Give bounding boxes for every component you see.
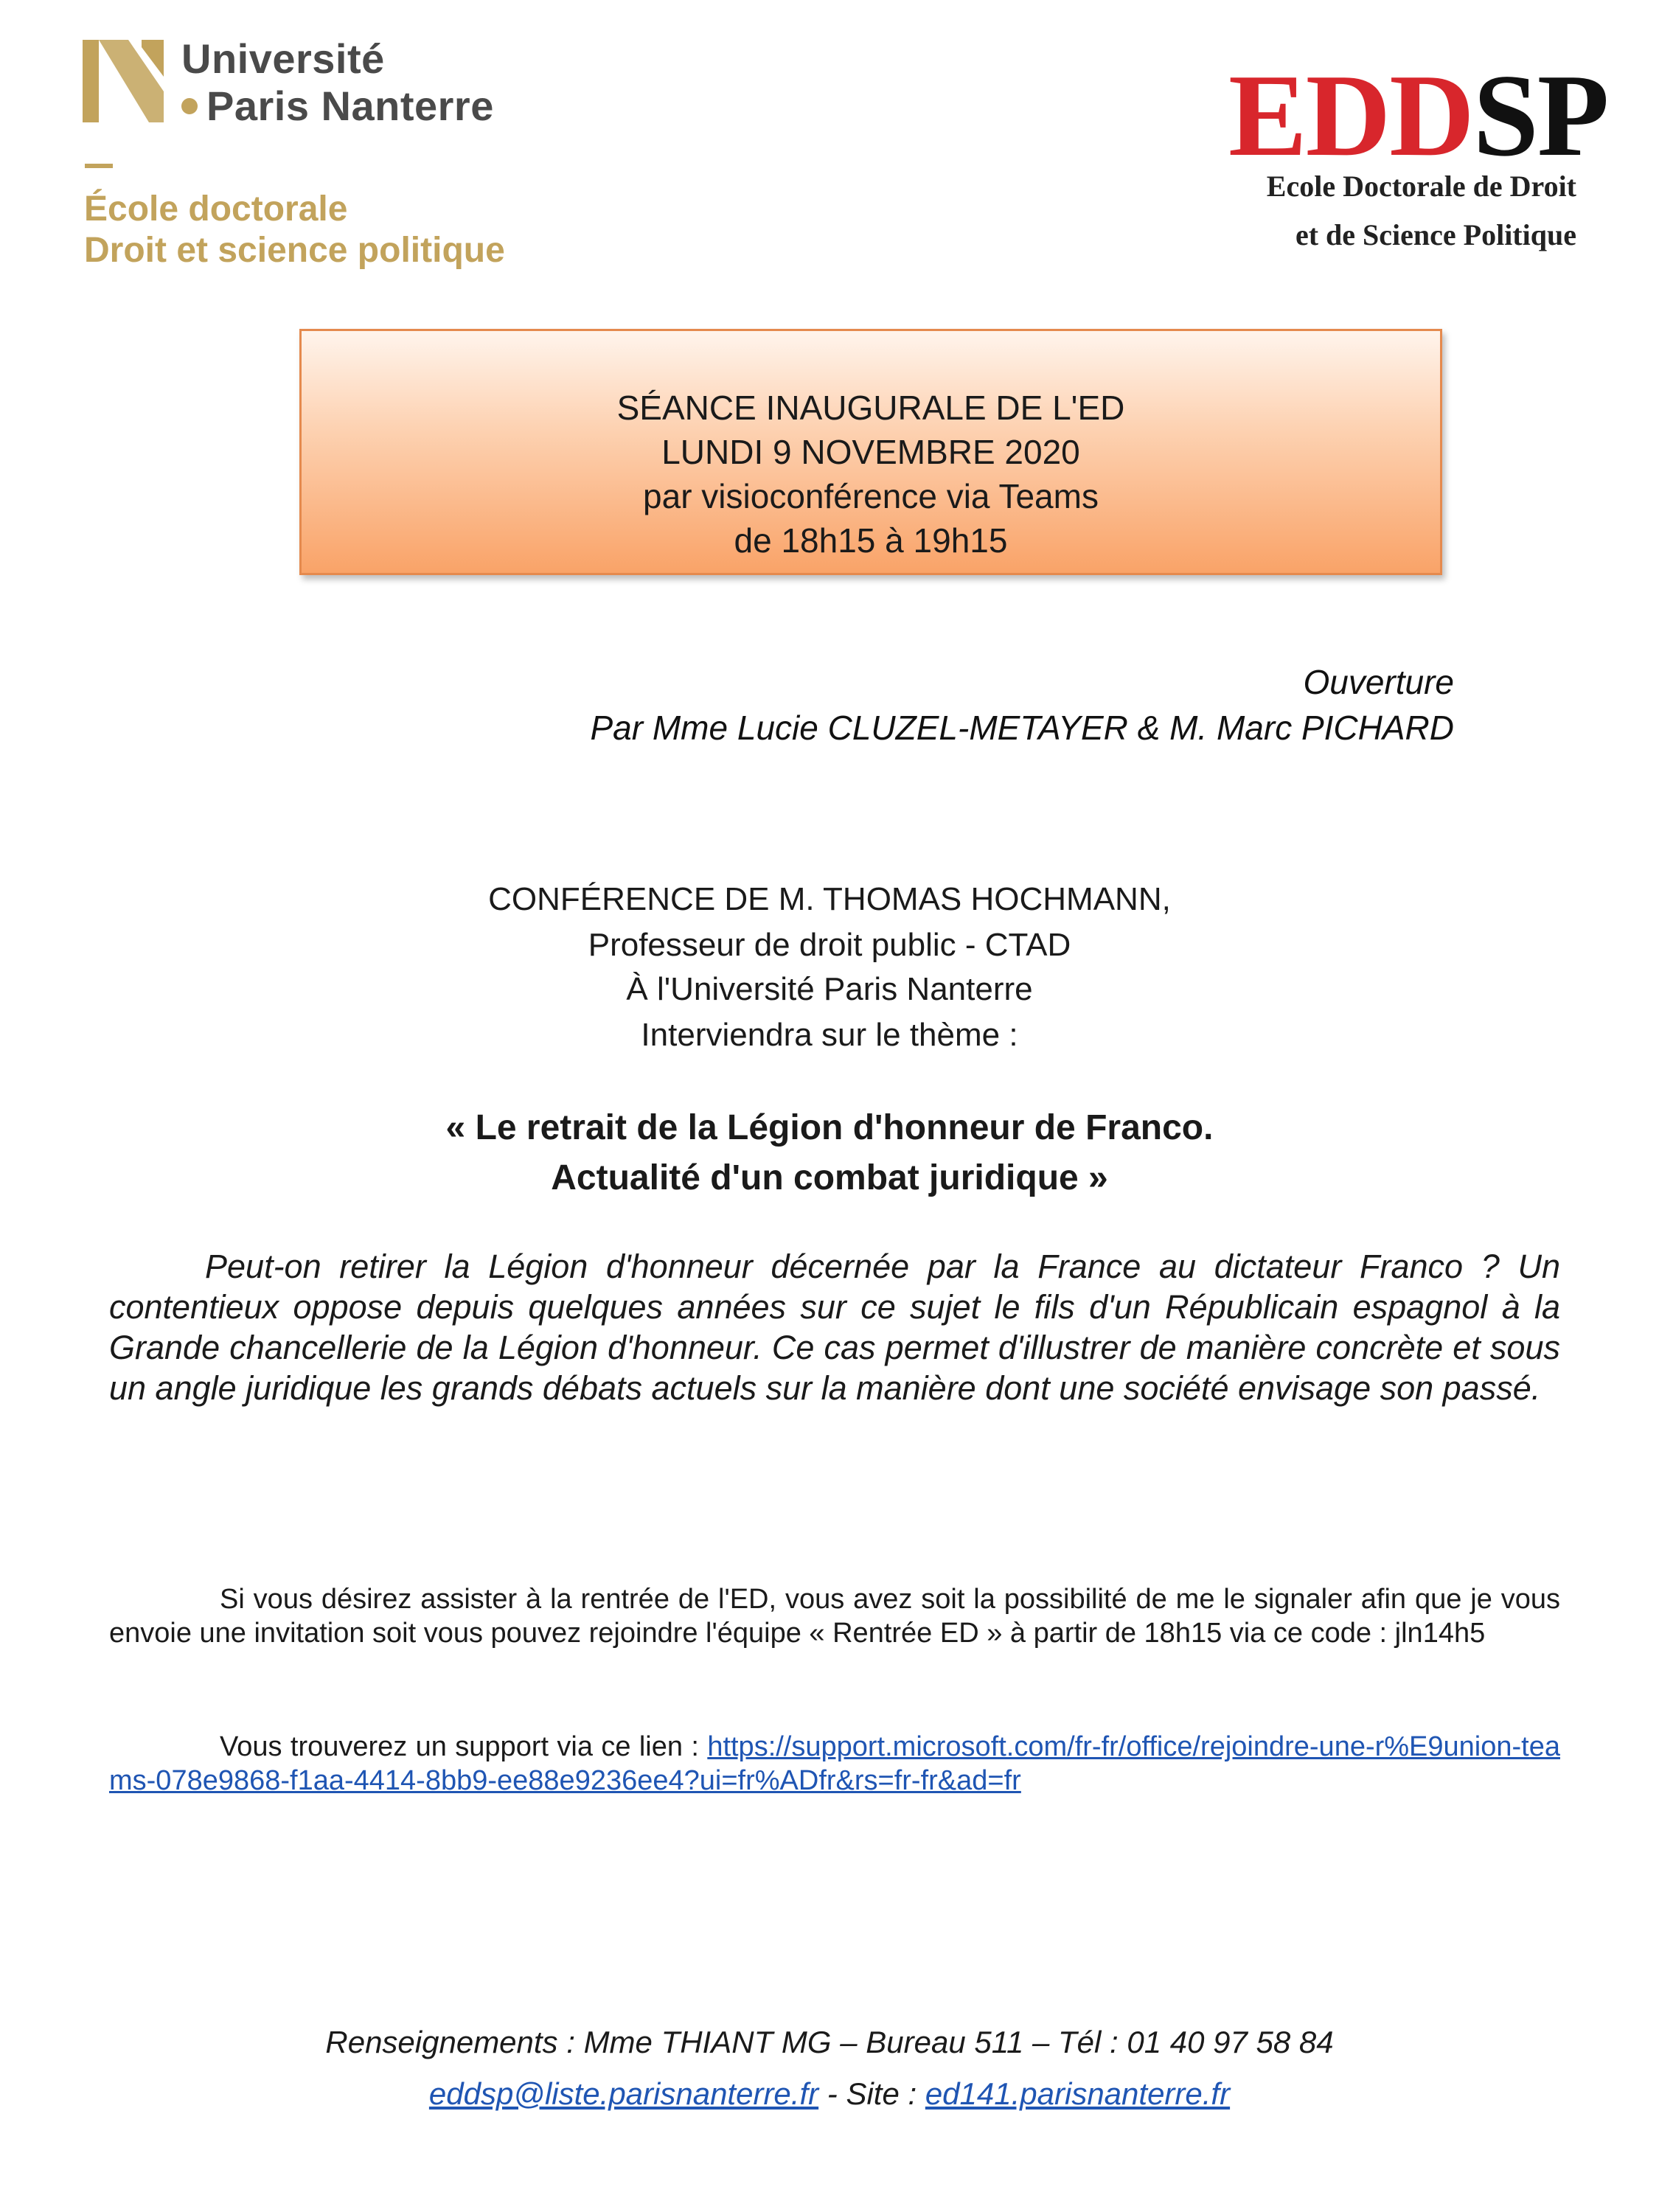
- site-link[interactable]: ed141.parisnanterre.fr: [925, 2076, 1231, 2111]
- talk-abstract-text: Peut-on retirer la Légion d'honneur décernée par la France au dictateur Franco ? Un contentieux oppose depuis quelques années sur ce sujet le fils d'un Républicain espagnol à la Grande chancellerie de la Légion d'honneur. Ce cas permet d'illustrer de manière concrète et sous un angle juridique les grands débats actuels sur la manière dont une société envisage son passé.: [109, 1248, 1560, 1407]
- footer-links: [0, 2069, 1659, 2119]
- event-banner: [299, 329, 1442, 575]
- eddsp-logo-sp: SP: [1472, 49, 1608, 181]
- banner-line-format: par visioconférence via Teams: [643, 477, 1099, 515]
- eddsp-subtitle: [1215, 162, 1576, 260]
- logo-dot-icon: [181, 98, 198, 114]
- conference-speaker: CONFÉRENCE DE M. THOMAS HOCHMANN,: [488, 881, 1171, 917]
- nanterre-logo-mark-icon: [83, 40, 164, 122]
- support-link[interactable]: https://support.microsoft.com/fr-fr/office/rejoindre-une-r%E9union-teams-078e9868-f1aa-4414-8bb9-ee88e9236ee4?ui=fr%ADfr&rs=fr-fr&ad=fr: [109, 1731, 1560, 1796]
- university-name-line2: Paris Nanterre: [181, 83, 494, 130]
- eddsp-subtitle-line1: Ecole Doctorale de Droit: [1266, 170, 1576, 203]
- contact-info: Renseignements : Mme THIANT MG – Bureau 511 – Tél : 01 40 97 58 84: [325, 2025, 1334, 2059]
- talk-abstract: [109, 1246, 1560, 1408]
- email-link[interactable]: eddsp@liste.parisnanterre.fr: [428, 2076, 819, 2111]
- doctoral-school-line2: Droit et science politique: [84, 231, 505, 270]
- talk-title-line2: Actualité d'un combat juridique »: [551, 1158, 1108, 1197]
- site-separator: - Site :: [818, 2076, 925, 2111]
- conference-theme-intro: Interviendra sur le thème :: [641, 1017, 1018, 1053]
- opening-speakers: Par Mme Lucie CLUZEL-METAYER & M. Marc PICHARD: [590, 709, 1454, 747]
- banner-line-date: LUNDI 9 NOVEMBRE 2020: [661, 433, 1080, 471]
- support-info: [109, 1730, 1560, 1798]
- logo-divider: [85, 164, 113, 168]
- talk-title-line1: « Le retrait de la Légion d'honneur de Franco.: [445, 1108, 1214, 1147]
- conference-affiliation: À l'Université Paris Nanterre: [626, 971, 1033, 1007]
- conference-role: Professeur de droit public - CTAD: [588, 927, 1071, 963]
- eddsp-logo-ed: ED: [1228, 49, 1390, 181]
- eddsp-logo: [1228, 49, 1608, 181]
- eddsp-subtitle-line2: et de Science Politique: [1295, 218, 1576, 251]
- doctoral-school-line1: École doctorale: [84, 189, 348, 229]
- opening-label: Ouverture: [1303, 663, 1454, 701]
- university-name-line1: Université: [181, 35, 385, 82]
- banner-line-title: SÉANCE INAUGURALE DE L'ED: [616, 389, 1125, 427]
- university-name: [181, 35, 494, 130]
- attendance-info: [109, 1582, 1560, 1650]
- attendance-info-text: Si vous désirez assister à la rentrée de l'ED, vous avez soit la possibilité de me le signaler afin que je vous envoie une invitation soit vous pouvez rejoindre l'équipe « Rentrée ED » à partir de 18h15 via ce code : jln14h5: [109, 1584, 1560, 1649]
- doctoral-school-name: [84, 189, 505, 271]
- eddsp-logo-d: D: [1389, 49, 1473, 181]
- banner-line-time: de 18h15 à 19h15: [734, 521, 1008, 560]
- support-prefix: Vous trouverez un support via ce lien :: [220, 1731, 708, 1762]
